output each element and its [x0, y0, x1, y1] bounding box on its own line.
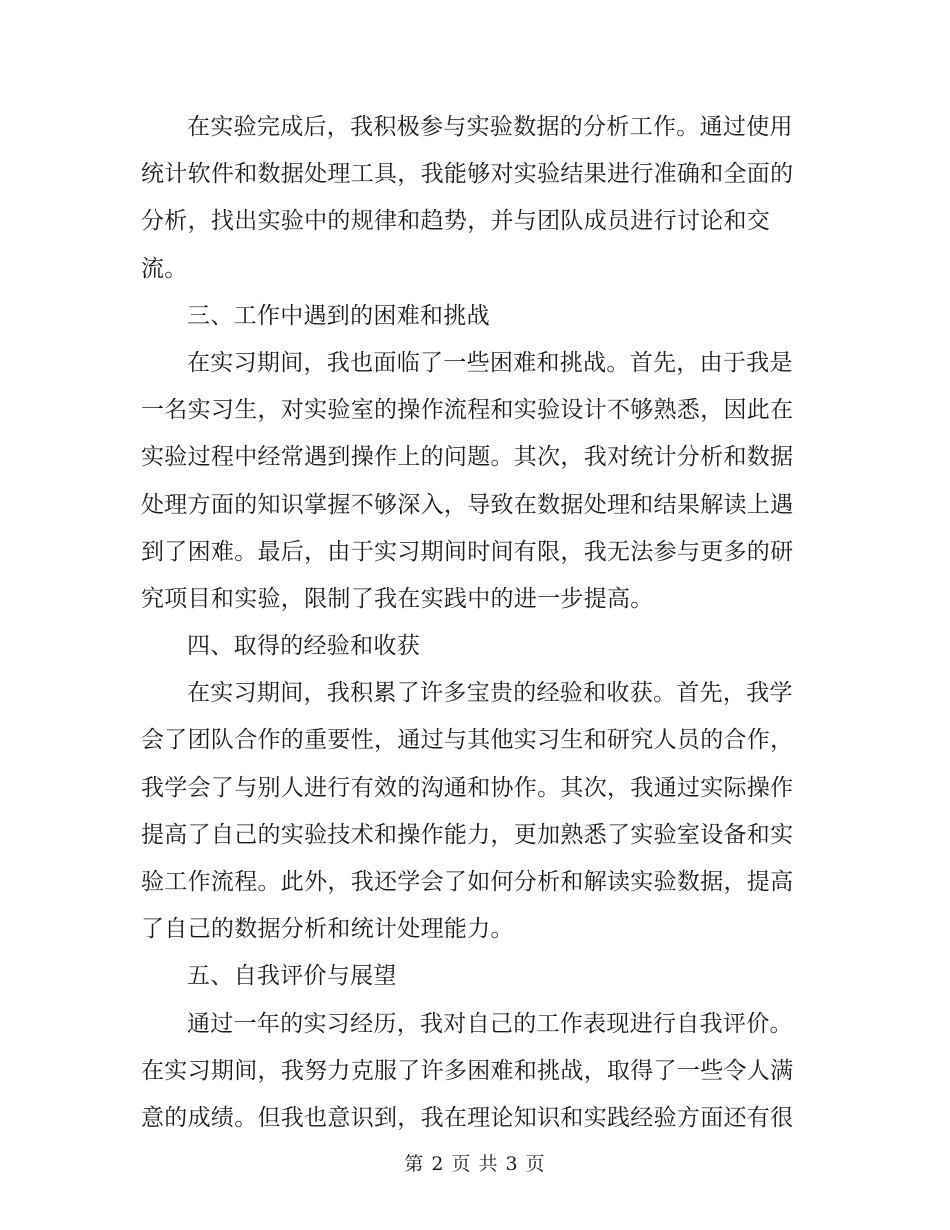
section-heading: 四、取得的经验和收获 [187, 633, 420, 660]
paragraph-line: 究项目和实验，限制了我在实践中的进一步提高。 [141, 585, 654, 612]
paragraph-line: 处理方面的知识掌握不够深入，导致在数据处理和结果解读上遇 [141, 491, 794, 518]
page-number-footer: 第 2 页 共 3 页 [404, 1153, 546, 1175]
paragraph-line: 我学会了与别人进行有效的沟通和协作。其次，我通过实际操作 [141, 774, 794, 801]
paragraph-line: 意的成绩。但我也意识到，我在理论知识和实践经验方面还有很 [141, 1104, 794, 1131]
section-heading: 三、工作中遇到的困难和挑战 [187, 302, 490, 329]
paragraph-line: 在实习期间，我也面临了一些困难和挑战。首先，由于我是 [187, 349, 793, 376]
paragraph-line: 实验过程中经常遇到操作上的问题。其次，我对统计分析和数据 [141, 444, 794, 471]
paragraph-line: 通过一年的实习经历，我对自己的工作表现进行自我评价。 [187, 1010, 793, 1037]
paragraph-line: 了自己的数据分析和统计处理能力。 [141, 916, 514, 943]
paragraph-line: 分析，找出实验中的规律和趋势，并与团队成员进行讨论和交 [141, 208, 771, 235]
paragraph-line: 统计软件和数据处理工具，我能够对实验结果进行准确和全面的 [141, 161, 794, 188]
document-body [141, 104, 801, 1142]
paragraph-line: 在实习期间，我努力克服了许多困难和挑战，取得了一些令人满 [141, 1057, 794, 1084]
paragraph-line: 在实验完成后，我积极参与实验数据的分析工作。通过使用 [187, 114, 793, 140]
paragraph-line: 会了团队合作的重要性，通过与其他实习生和研究人员的合作， [141, 727, 794, 754]
paragraph-line: 到了困难。最后，由于实习期间时间有限，我无法参与更多的研 [141, 538, 794, 565]
paragraph-line: 流。 [141, 255, 188, 282]
section-heading: 五、自我评价与展望 [187, 963, 397, 990]
paragraph-line: 在实习期间，我积累了许多宝贵的经验和收获。首先，我学 [187, 680, 793, 707]
paragraph-line: 验工作流程。此外，我还学会了如何分析和解读实验数据，提高 [141, 869, 794, 895]
paragraph-line: 一名实习生，对实验室的操作流程和实验设计不够熟悉，因此在 [141, 397, 794, 424]
paragraph-line: 提高了自己的实验技术和操作能力，更加熟悉了实验室设备和实 [141, 821, 794, 848]
